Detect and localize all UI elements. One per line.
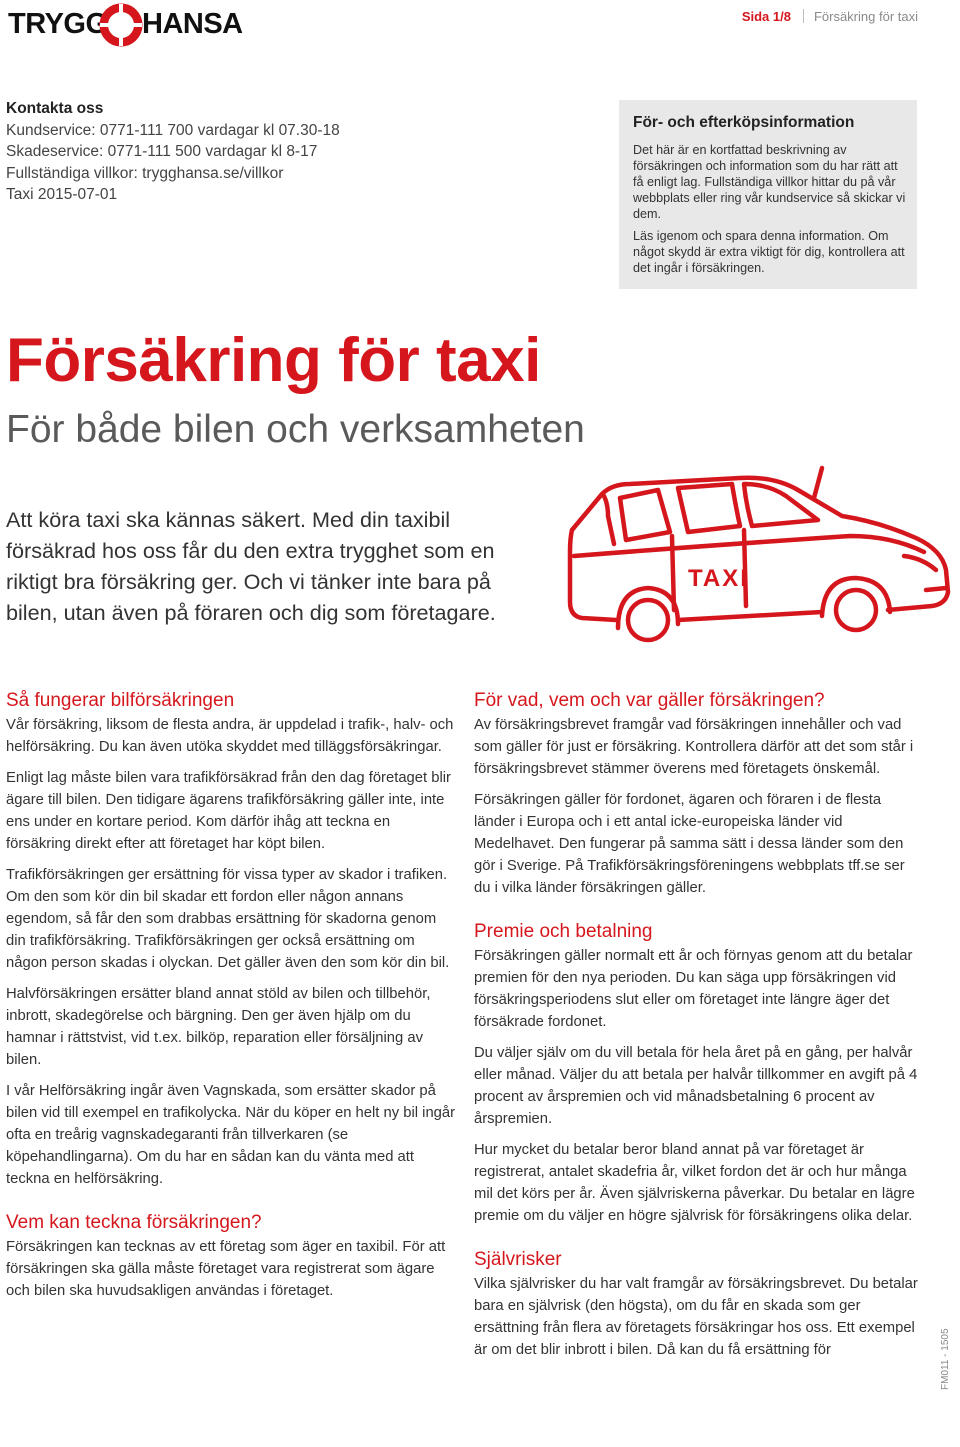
- contact-heading: Kontakta oss: [6, 100, 104, 117]
- intro-text: Att köra taxi ska kännas säkert. Med din taxibil försäkrad hos oss får du den extra trygghet som en riktigt bra försäkring ger. Och vi tänker inte bara på bilen, utan även på föraren och dig som företagare.: [6, 507, 496, 625]
- page-title: Försäkring för taxi: [6, 326, 541, 395]
- section-heading-who-can-buy: Vem kan teckna försäkringen?: [6, 1212, 262, 1233]
- info-box-title: För- och efterköpsinformation: [633, 114, 855, 131]
- contact-block: [6, 98, 446, 206]
- taxi-car-illustration: [560, 460, 956, 644]
- section-heading-premium-payment: Premie och betalning: [474, 921, 653, 942]
- section-paragraph: Vår försäkring, liksom de flesta andra, är uppdelad i trafik-, halv- och helförsäkring. Du kan även utöka skyddet med tilläggsförsäkringar.: [6, 717, 454, 755]
- document-title: Försäkring för taxi: [813, 9, 918, 24]
- page-info: [742, 9, 918, 24]
- pre-post-purchase-info-box: [619, 100, 917, 289]
- header-divider: [803, 9, 804, 23]
- info-box-paragraph: Läs igenom och spara denna information. Om något skydd är extra viktigt för dig, kontrollera att det ingår i försäkringen.: [633, 229, 905, 275]
- contact-line-version: Taxi 2015-07-01: [6, 186, 118, 203]
- form-code: FM011 - 1505: [940, 1328, 951, 1390]
- section-paragraph: Försäkringen kan tecknas av ett företag som äger en taxibil. För att försäkringen ska gälla måste företaget vara registrerat som ägare och bilen ska huvudsakligen användas i företaget.: [6, 1239, 446, 1299]
- section-paragraph: Enligt lag måste bilen vara trafikförsäkrad från den dag företaget blir ägare till bilen. Den tidigare ägarens trafikförsäkring gäller inte, inte ens under en kortare period. Kom därför ihåg att teckna en försäkring direkt efter att företaget har köpt bilen.: [6, 770, 451, 852]
- section-paragraph: I vår Helförsäkring ingår även Vagnskada, som ersätter skador på bilen vid till exempel en trafikolycka. När du köper en helt ny bil ingår ofta en treårig vagnskadegaranti från tillverkaren (se köpehandlingarna). Om du har en sådan kan du vänta med att teckna en helförsäkring.: [6, 1083, 456, 1187]
- lifebuoy-icon: [99, 3, 143, 47]
- section-paragraph: Försäkringen gäller normalt ett år och förnyas genom att du betalar premien för den nya perioden. Du kan säga upp försäkringen vid försäkringsperiodens slut eller om företaget inte längre äger det försäkrade fordonet.: [474, 948, 913, 1030]
- taxi-sign-text: TAXI: [688, 565, 749, 592]
- page-subtitle: För både bilen och verksamheten: [6, 408, 585, 451]
- section-paragraph: Halvförsäkringen ersätter bland annat stöld av bilen och tillbehör, inbrott, skadegörelse och bärgning. Den ger även hjälp om du hamnar i rättstvist, vid t.ex. bilköp, reparation eller försäljning av bilen.: [6, 986, 431, 1068]
- contact-line-claims-service: Skadeservice: 0771-111 500 vardagar kl 8-17: [6, 143, 318, 160]
- section-paragraph: Du väljer själv om du vill betala för hela året på en gång, per halvår eller månad. Väljer du att betala per halvår tillkommer en avgift på 4 procent av årspremien och vid månadsbetalning 6 procent av årspremien.: [474, 1045, 918, 1127]
- section-paragraph: Vilka självrisker du har valt framgår av försäkringsbrevet. Du betalar bara en självrisk (den högsta), om du får en skada som ger ersättning från flera av företagets försäkringar hos oss. Ett exempel är om det blir inbrott i bilen. Då kan du få ersättning för: [474, 1276, 918, 1358]
- contact-line-terms-link[interactable]: Fullständiga villkor: trygghansa.se/villkor: [6, 164, 284, 182]
- trygg-hansa-logo: [8, 2, 244, 48]
- section-heading-deductibles: Självrisker: [474, 1249, 562, 1270]
- info-box-paragraph: Det här är en kortfattad beskrivning av försäkringen och information som du har rätt att få enligt lag. Fullständiga villkor hittar du på vår webbplats eller ring vår kundservice så skickar vi dem.: [633, 143, 906, 221]
- logo-word-right: HANSA: [142, 8, 243, 40]
- section-paragraph: Trafikförsäkringen ger ersättning för vissa typer av skador i trafiken. Om den som kör din bil skadar ett fordon eller någon annans egendom, så får den som drabbas ersättning för skadorna genom din trafikförsäkring. Trafikförsäkringen ger också ersättning om någon person skadas i olyckan. Det gäller även den som kör din bil.: [6, 867, 450, 971]
- logo-word-left: TRYGG: [8, 8, 108, 40]
- section-paragraph: Försäkringen gäller för fordonet, ägaren och föraren i de flesta länder i Europa och i ett antal icke-europeiska länder vid Medelhavet. Den fungerar på samma sätt i dessa länder som den gör i Sverige. På Trafikförsäkringsföreningens webbplats tff.se ser du i vilka länder försäkringen gäller.: [474, 792, 905, 896]
- section-heading-how-it-works: Så fungerar bilförsäkringen: [6, 690, 235, 711]
- right-column: [474, 688, 924, 1370]
- section-paragraph: Av försäkringsbrevet framgår vad försäkringen innehåller och vad som gäller för just er försäkring. Kontrollera därför att det som står i försäkringsbrevet stämmer överens med företagets önskemål.: [474, 717, 914, 777]
- section-paragraph: Hur mycket du betalar beror bland annat på var företaget är registrerat, antalet skadefria år, vilket fordon det är och hur många mil det körs per år. Även självriskerna påverkar. Du betalar en lägre premie om du väljer en högre självrisk för försäkringens olika delar.: [474, 1142, 915, 1224]
- left-column: [6, 688, 456, 1311]
- section-heading-coverage-scope: För vad, vem och var gäller försäkringen?: [474, 690, 825, 711]
- page-number: Sida 1/8: [741, 9, 791, 24]
- contact-line-customer-service: Kundservice: 0771-111 700 vardagar kl 07.30-18: [6, 121, 340, 139]
